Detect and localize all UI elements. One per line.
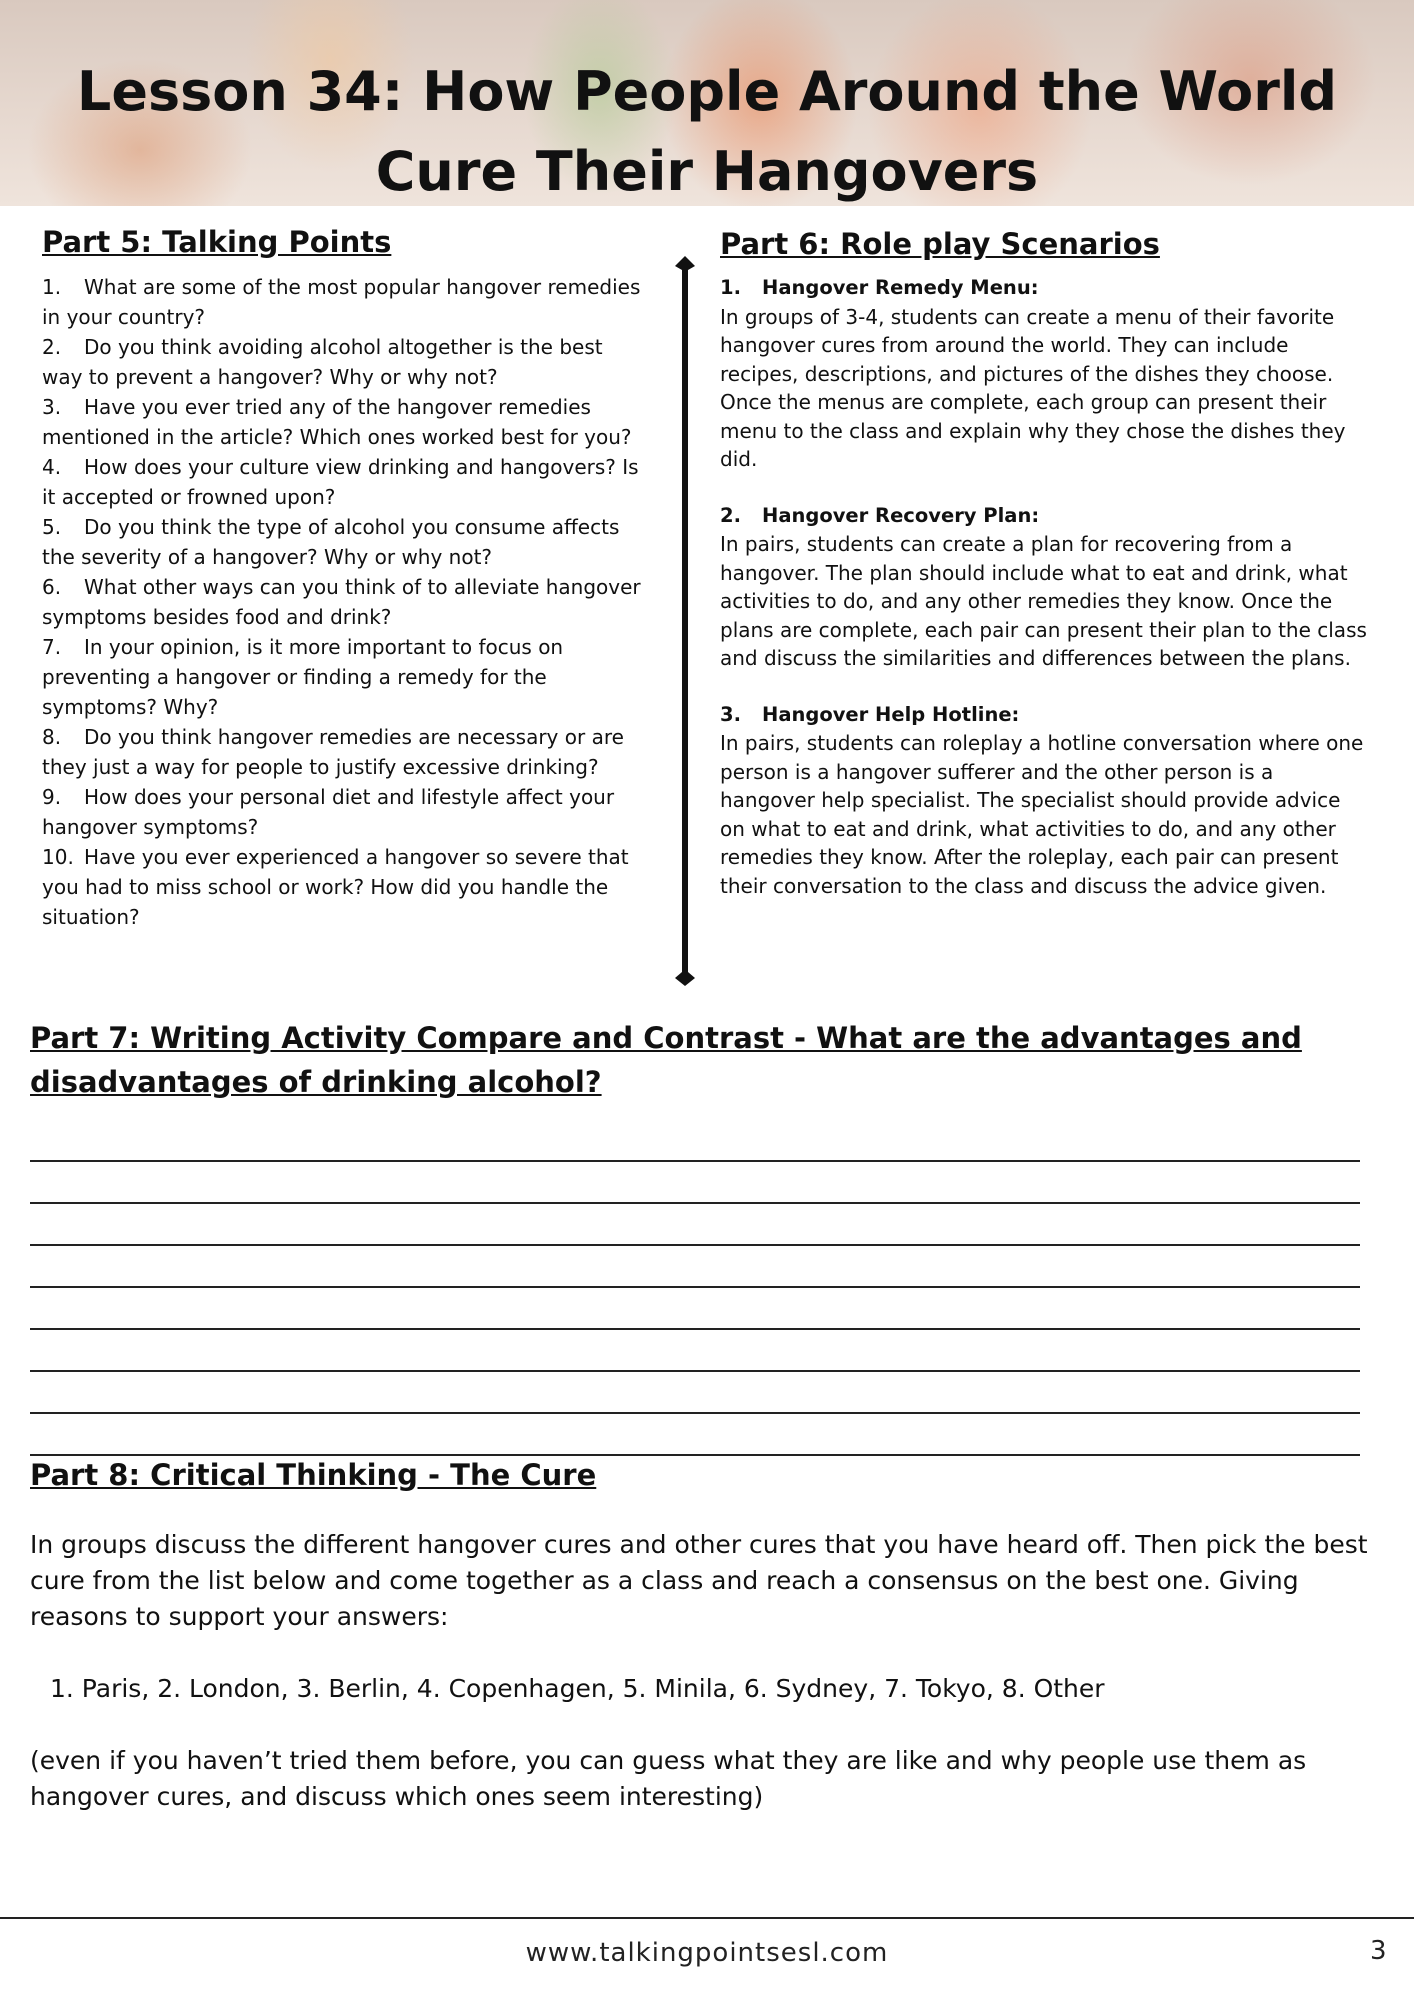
talking-point-text: Do you think the type of alcohol you consume affects the severity of a hangover? Why or why not? xyxy=(42,515,620,569)
talking-point-number: 6. xyxy=(42,575,62,599)
column-divider xyxy=(674,256,696,986)
talking-point-text: How does your culture view drinking and hangovers? Is it accepted or frowned upon? xyxy=(42,455,639,509)
part8-section xyxy=(30,1455,1370,1815)
scenario-item xyxy=(720,701,1370,901)
header-banner xyxy=(0,0,1414,206)
page-title: Lesson 34: How People Around the World Cure Their Hangovers xyxy=(76,60,1338,203)
talking-point-text: What are some of the most popular hangover remedies in your country? xyxy=(42,275,641,329)
writing-line[interactable] xyxy=(30,1330,1360,1372)
scenario-number: 1. xyxy=(720,276,741,299)
footer-url: www.talkingpointsesl.com xyxy=(525,1938,889,1968)
page-number: 3 xyxy=(1370,1936,1387,1966)
city-cure-list: 1. Paris, 2. London, 3. Berlin, 4. Copenhagen, 5. Minila, 6. Sydney, 7. Tokyo, 8. Other xyxy=(50,1674,1105,1703)
talking-point-text: In your opinion, is it more important to focus on preventing a hangover or finding a remedy for the symptoms? Why? xyxy=(42,635,564,719)
writing-line[interactable] xyxy=(30,1246,1360,1288)
part6-heading: Part 6: Role play Scenarios xyxy=(720,227,1160,261)
talking-point-item xyxy=(42,512,642,572)
talking-point-number: 1. xyxy=(42,275,62,299)
talking-point-number: 4. xyxy=(42,455,62,479)
part7-section xyxy=(30,1016,1370,1456)
talking-point-number: 7. xyxy=(42,635,62,659)
talking-point-text: Have you ever tried any of the hangover remedies mentioned in the article? Which ones worked best for you? xyxy=(42,395,632,449)
scenario-title-text: Hangover Help Hotline: xyxy=(762,702,1020,726)
talking-point-item xyxy=(42,572,642,632)
talking-point-number: 5. xyxy=(42,515,62,539)
writing-lines xyxy=(30,1120,1370,1456)
part7-heading: Part 7: Writing Activity Compare and Contrast - What are the advantages and disadvantages of drinking alcohol? xyxy=(30,1021,1302,1099)
part5-section xyxy=(42,222,642,932)
scenario-list xyxy=(720,274,1370,900)
talking-point-number: 8. xyxy=(42,725,62,749)
writing-line[interactable] xyxy=(30,1204,1360,1246)
scenario-title xyxy=(720,701,1370,730)
part8-intro: In groups discuss the different hangover cures and other cures that you have heard off. Then pick the best cure from the list below and come together as a class and reach a consensus on the best one. Giving reasons to support your answers: xyxy=(30,1530,1368,1631)
talking-point-item xyxy=(42,272,642,332)
talking-point-text: How does your personal diet and lifestyle affect your hangover symptoms? xyxy=(42,785,615,839)
talking-point-item xyxy=(42,332,642,392)
talking-point-number: 2. xyxy=(42,335,62,359)
talking-point-number: 3. xyxy=(42,395,62,419)
scenario-number: 2. xyxy=(720,503,741,527)
writing-line[interactable] xyxy=(30,1372,1360,1414)
part6-section xyxy=(720,224,1370,928)
scenario-title xyxy=(720,274,1370,303)
talking-point-number: 10. xyxy=(42,845,74,869)
talking-point-text: What other ways can you think of to alleviate hangover symptoms besides food and drink? xyxy=(42,575,641,629)
scenario-text: In groups of 3-4, students can create a menu of their favorite hangover cures from around the world. They can include recipes, descriptions, and pictures of the dishes they choose. Once the menus are complete, each group can present their menu to the class and explain why they chose the dishes they did. xyxy=(720,304,1346,471)
talking-point-item xyxy=(42,392,642,452)
writing-line[interactable] xyxy=(30,1288,1360,1330)
scenario-title xyxy=(720,502,1370,531)
part8-note: (even if you haven’t tried them before, you can guess what they are like and why people use them as hangover cures, and discuss which ones seem interesting) xyxy=(30,1746,1307,1811)
scenario-title-text: Hangover Remedy Menu: xyxy=(762,276,1039,299)
scenario-number: 3. xyxy=(720,702,741,726)
talking-point-number: 9. xyxy=(42,785,62,809)
talking-point-text: Do you think avoiding alcohol altogether is the best way to prevent a hangover? Why or why not? xyxy=(42,335,603,389)
talking-point-item xyxy=(42,632,642,722)
scenario-title-text: Hangover Recovery Plan: xyxy=(762,503,1040,527)
talking-point-item xyxy=(42,452,642,512)
talking-point-item xyxy=(42,722,642,782)
scenario-text: In pairs, students can roleplay a hotline conversation where one person is a hangover sufferer and the other person is a hangover help specialist. The specialist should provide advice on what to eat and drink, what activities to do, and any other remedies they know. After the roleplay, each pair can present their conversation to the class and discuss the advice given. xyxy=(720,731,1364,898)
talking-point-item xyxy=(42,842,642,932)
footer-divider xyxy=(0,1917,1414,1919)
talking-points-list xyxy=(42,272,642,932)
talking-point-item xyxy=(42,782,642,842)
writing-line[interactable] xyxy=(30,1120,1360,1162)
scenario-item xyxy=(720,274,1370,474)
part5-heading: Part 5: Talking Points xyxy=(42,225,392,259)
scenario-item xyxy=(720,502,1370,673)
writing-line[interactable] xyxy=(30,1162,1360,1204)
part8-heading: Part 8: Critical Thinking - The Cure xyxy=(30,1458,597,1492)
writing-line[interactable] xyxy=(30,1414,1360,1456)
talking-point-text: Do you think hangover remedies are necessary or are they just a way for people to justify excessive drinking? xyxy=(42,725,624,779)
scenario-text: In pairs, students can create a plan for recovering from a hangover. The plan should include what to eat and drink, what activities to do, and any other remedies they know. Once the plans are complete, each pair can present their plan to the class and discuss the similarities and differences between the plans. xyxy=(720,532,1367,670)
talking-point-text: Have you ever experienced a hangover so severe that you had to miss school or work? How did you handle the situation? xyxy=(42,845,629,929)
